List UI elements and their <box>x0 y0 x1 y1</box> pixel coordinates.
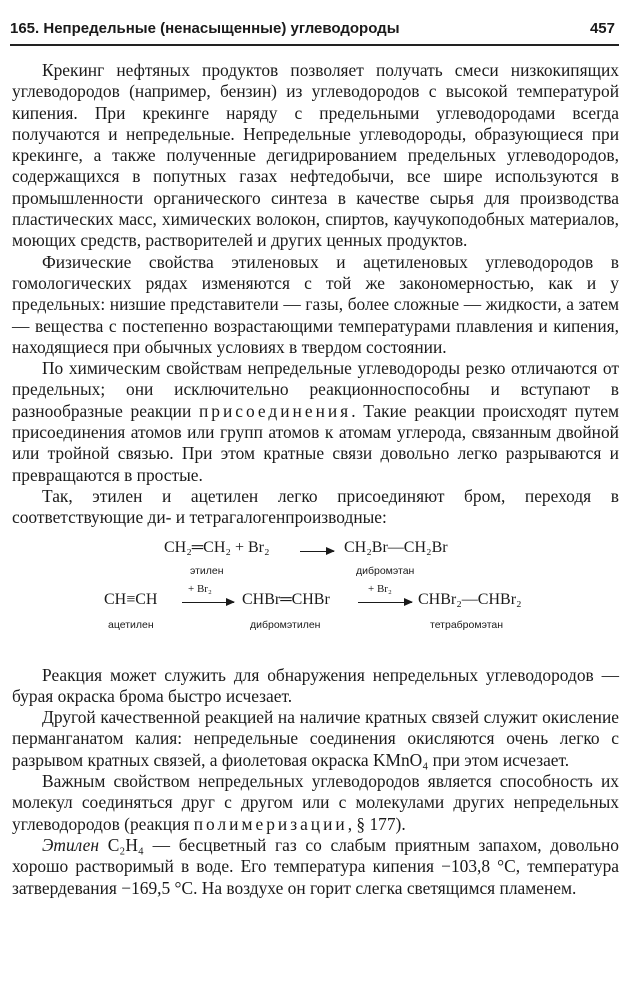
page-body <box>12 60 619 899</box>
paragraph-chemical-properties <box>12 358 619 486</box>
text-run: C₂H₄ — бесцветный газ со слабым приятным запахом, довольно хорошо растворимый в воде. Его температура кипения −103,8 °C, температура затвердевания −169,5 °C. На воздухе он горит слегка светящимся пламенем. <box>12 834 619 898</box>
caption-tetrabromoethane: тетрабромэтан <box>430 618 504 631</box>
reaction2-acetylene: CH≡CH <box>104 590 158 608</box>
reaction-equations <box>12 529 619 665</box>
reaction2-arrow2-label: + Br₂ <box>368 582 392 595</box>
caption-dibromoethane: дибромэтан <box>356 564 415 577</box>
spaced-term: присоединения <box>198 400 352 421</box>
reaction2-tetrabromoethane: CHBr₂—CHBr₂ <box>418 590 522 608</box>
reaction1-arrow <box>300 551 334 552</box>
reaction2-arrow1-label: + Br₂ <box>188 582 212 595</box>
reaction1-reactants: CH₂═CH₂ + Br₂ <box>164 538 270 556</box>
text-run: . Такие реакции происходят путем присоединения атомов или групп атомов к атомам углерода, связанным двойной или тройной связью. При этом кратные связи довольно легко разрываются и превращаются в простые. <box>12 400 619 485</box>
text-run: , § 177). <box>347 813 406 834</box>
italic-term: Этилен <box>42 834 100 855</box>
reaction2-dibromoethylene: CHBr═CHBr <box>242 590 330 608</box>
paragraph-permanganate: Другой качественной реакцией на наличие кратных связей служит окисление перманганатом калия: непредельные соединения окисляются очень легко с разрывом кратных связей, а фиолетовая окраска KMnO₄ при этом исчезает. <box>12 707 619 770</box>
paragraph-physical-properties: Физические свойства этиленовых и ацетиленовых углеводородов в гомологических рядах изменяются с той же закономерностью, как и у предельных: низшие представители — газы, более сложные — жидкости, а затем — вещества с постепенно возрастающими температурами плавления и кипения, находящиеся при обычных условиях в твердом состоянии. <box>12 251 619 357</box>
paragraph-ethylene <box>12 835 619 899</box>
paragraph-bromine-test: Реакция может служить для обнаружения непредельных углеводородов — бурая окраска брома быстро исчезает. <box>12 664 619 706</box>
paragraph-cracking: Крекинг нефтяных продуктов позволяет получать смеси низкокипящих углеводородов (например, бензин) из углеводородов с высокой температурой кипения. При крекинге наряду с предельными углеводородами всегда получаются и непредельные. Непредельные углеводороды, образующиеся при крекинге, а также полученные дегидрированием предельных углеводородов, содержащихся в попутных газах нефтедобычи, все шире используются в промышленности органического синтеза в качестве сырья для производства пластических масс, химических волокон, спиртов, каучукоподобных материалов, моющих средств, растворителей и других ценных продуктов. <box>12 60 619 251</box>
section-title: 165. Непредельные (ненасыщенные) углеводороды <box>10 20 400 37</box>
caption-dibromoethylene: дибромэтилен <box>250 618 321 631</box>
page-number: 457 <box>589 20 615 37</box>
reaction2-arrow2 <box>358 602 412 603</box>
reaction1-product: CH₂Br—CH₂Br <box>344 538 448 556</box>
paragraph-bromine-intro: Так, этилен и ацетилен легко присоединяют бром, переходя в соответствующие ди- и тетрагалогенпроизводные: <box>12 485 619 528</box>
text-run: Важным свойством непредельных углеводородов является способность их молекул соединяться друг с другом или с молекулами других непредельных углеводородов (реакция <box>12 771 619 834</box>
spaced-term: полимеризации <box>193 813 348 834</box>
caption-ethylene: этилен <box>190 564 224 577</box>
text-run: По химическим свойствам непредельные углеводороды резко отличаются от предельных; они исключительно реакционноспособны и вступают в разнообразные реакции <box>12 358 619 421</box>
running-header <box>10 14 619 46</box>
paragraph-polymerization <box>12 771 619 835</box>
caption-acetylene: ацетилен <box>108 618 154 631</box>
reaction2-arrow1 <box>182 602 234 603</box>
